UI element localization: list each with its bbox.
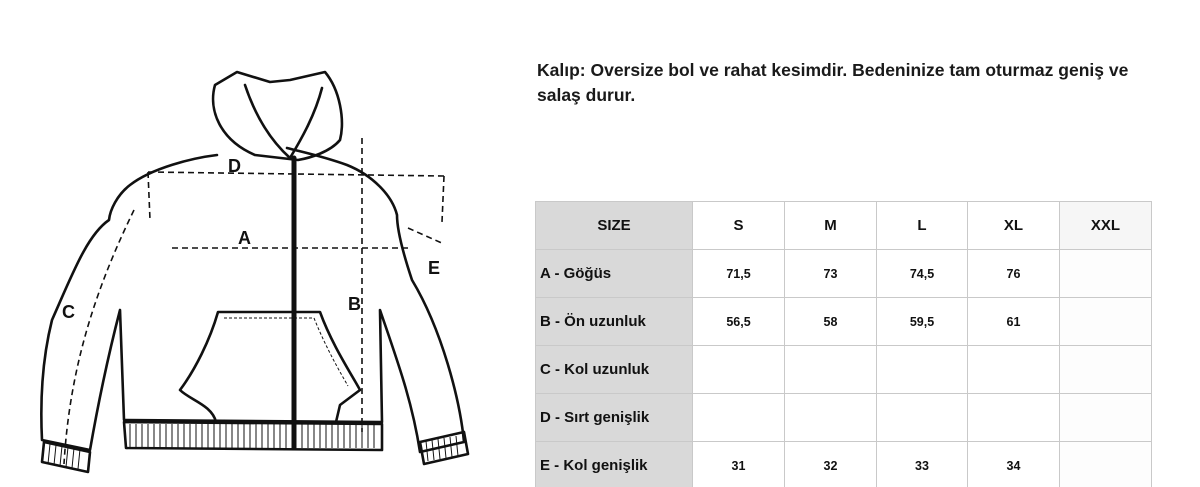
table-cell	[1060, 250, 1152, 298]
waistband	[124, 422, 382, 450]
table-cell	[1060, 298, 1152, 346]
table-cell: 73	[785, 250, 877, 298]
fit-note: Kalıp: Oversize bol ve rahat kesimdir. Bedeninize tam oturmaz geniş ve salaş durur.	[537, 60, 1129, 105]
hood-opening	[245, 85, 322, 158]
size-column-s: S	[693, 202, 785, 250]
size-column-xxl: XXL	[1060, 202, 1152, 250]
table-cell	[877, 346, 968, 394]
table-cell: 56,5	[693, 298, 785, 346]
table-row	[536, 442, 1152, 487]
table-cell	[785, 346, 877, 394]
hoodie-sketch	[40, 60, 470, 480]
label-a: A	[238, 228, 251, 248]
table-cell: 58	[785, 298, 877, 346]
table-cell	[1060, 442, 1152, 487]
row-label: D - Sırt genişlik	[536, 394, 693, 442]
table-cell	[1060, 394, 1152, 442]
measure-lines	[64, 138, 444, 464]
table-cell: 32	[785, 442, 877, 487]
table-cell	[1060, 346, 1152, 394]
table-cell	[968, 346, 1060, 394]
table-cell: 76	[968, 250, 1060, 298]
row-label: C - Kol uzunluk	[536, 346, 693, 394]
label-b: B	[348, 294, 361, 314]
label-e: E	[428, 258, 441, 278]
label-c: C	[62, 302, 75, 322]
table-row	[536, 298, 1152, 346]
body-outline	[41, 148, 464, 452]
ribbing-lines	[48, 424, 458, 469]
size-header: SIZE	[536, 202, 693, 250]
table-cell	[693, 394, 785, 442]
label-d: D	[228, 156, 241, 176]
row-label: E - Kol genişlik	[536, 442, 693, 487]
table-cell: 31	[693, 442, 785, 487]
row-label: A - Göğüs	[536, 250, 693, 298]
size-column-l: L	[877, 202, 968, 250]
table-cell: 59,5	[877, 298, 968, 346]
size-column-xl: XL	[968, 202, 1060, 250]
measure-e-line	[408, 228, 444, 244]
table-cell	[693, 346, 785, 394]
table-cell: 74,5	[877, 250, 968, 298]
hoodie-diagram	[40, 60, 470, 480]
size-column-m: M	[785, 202, 877, 250]
table-row	[536, 346, 1152, 394]
table-cell: 71,5	[693, 250, 785, 298]
table-cell: 34	[968, 442, 1060, 487]
table-cell	[968, 394, 1060, 442]
table-cell: 61	[968, 298, 1060, 346]
row-label: B - Ön uzunluk	[536, 298, 693, 346]
table-cell	[785, 394, 877, 442]
kangaroo-pocket	[180, 312, 360, 422]
size-chart-table	[535, 201, 1152, 487]
table-row	[536, 394, 1152, 442]
table-header-row	[536, 202, 1152, 250]
table-row	[536, 250, 1152, 298]
table-cell	[877, 394, 968, 442]
table-cell: 33	[877, 442, 968, 487]
